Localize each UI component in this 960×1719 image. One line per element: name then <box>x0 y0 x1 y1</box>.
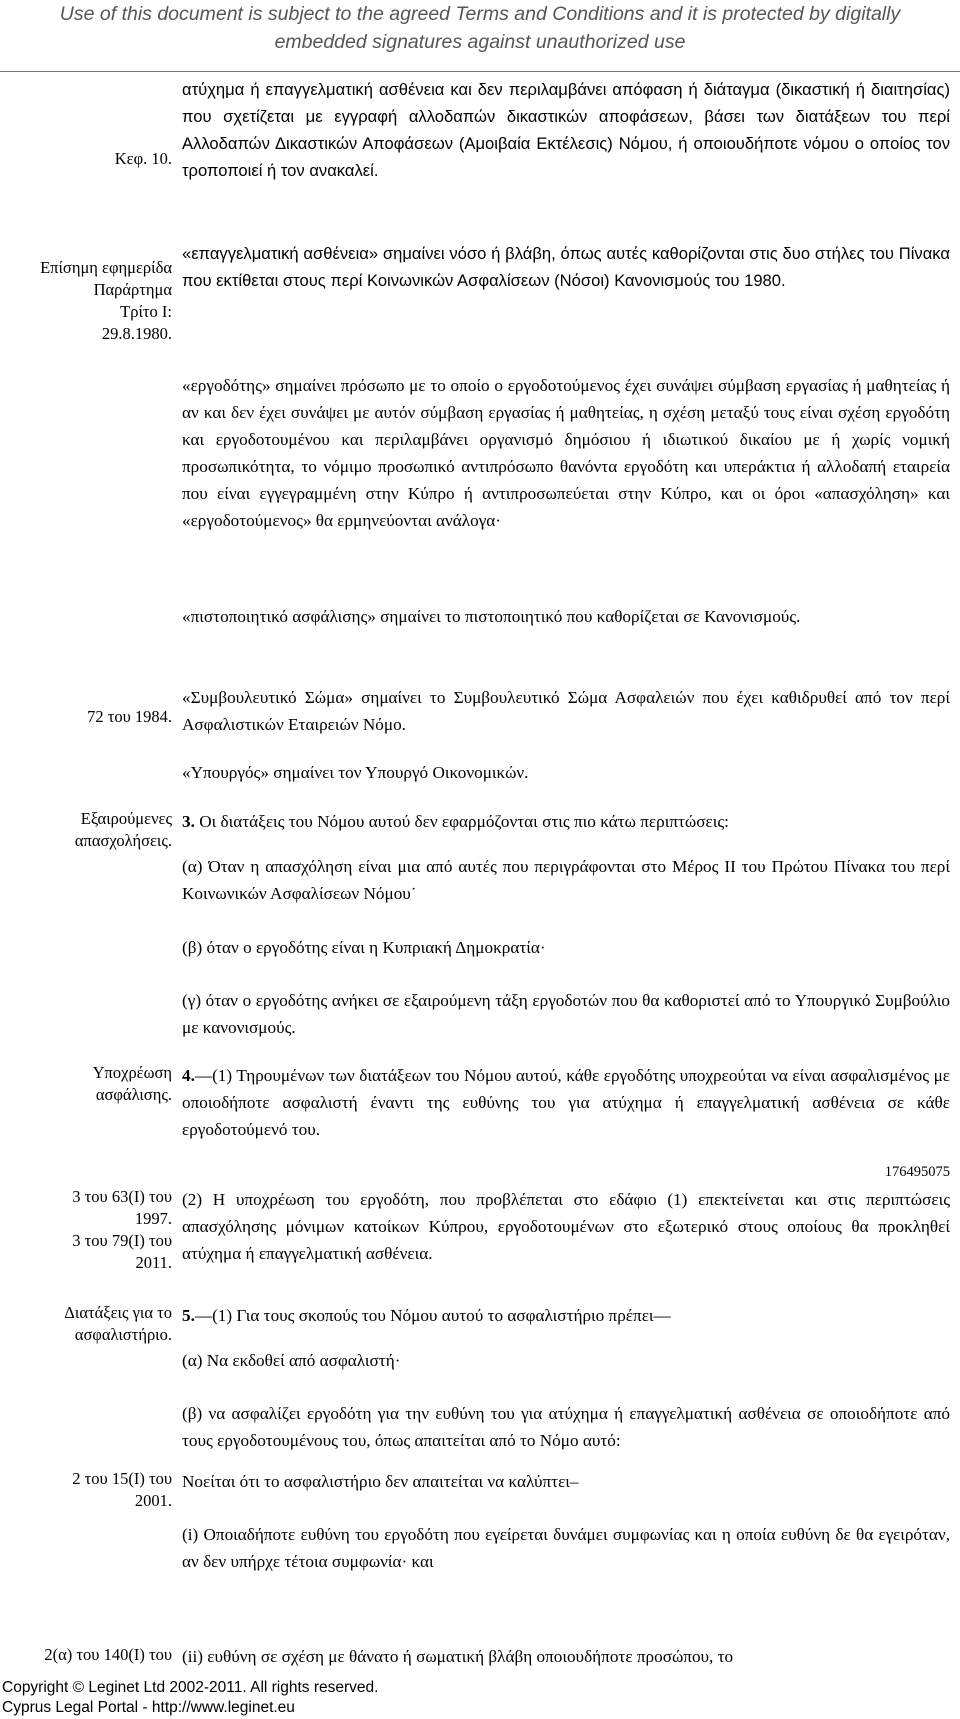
margin-note-line: Παράρτημα <box>93 280 172 299</box>
paragraph-occupational-disease: «επαγγελματική ασθένεια» σημαίνει νόσο ή βλάβη, όπως αυτές καθορίζονται στις δυο στήλες του Πίνακα που εκτίθεται στους περί Κοινωνικών Ασφαλίσεων (Νόσοι) Κανονισμούς του 1980. <box>182 244 950 290</box>
margin-note-line: 3 του 79(Ι) του <box>72 1231 172 1250</box>
footer-copyright: Copyright © Leginet Ltd 2002-2011. All rights reserved. <box>2 1679 379 1696</box>
margin-note-line: απασχολήσεις. <box>74 831 172 850</box>
margin-note-excluded-employments <box>0 808 172 852</box>
margin-note-line: Τρίτο Ι: <box>120 302 172 321</box>
margin-note-official-gazette <box>0 257 172 345</box>
margin-note-line: 2001. <box>134 1491 172 1510</box>
paragraph-employer-definition: «εργοδότης» σημαίνει πρόσωπο με το οποίο ο εργοδοτούμενος έχει συνάψει σύμβαση εργασίας ή μαθητείας ή αν και δεν έχει συνάψει με αυτόν σύμβαση εργασίας ή μαθητείας, η σχέση μεταξύ τους είναι σχέση εργοδότη και εργοδοτουμένου και περιλαμβάνει οργανισμό δημόσιου ή ιδιωτικού δικαίου με ή χωρίς νομική προσωπικότητα, το νόμιμο προσωπικό αντιπρόσωπο θανόντα εργοδότη και υπεράκτια ή αλλοδαπή εταιρεία που είναι εγγεγραμμένη στην Κύπρο ή αντιπροσωπεύεται στην Κύπρο, και οι όροι «απασχόληση» και «εργοδοτούμενος» θα ερμηνεύονται ανάλογα· <box>182 376 950 530</box>
section-number: 5. <box>182 1306 195 1325</box>
terms-header-line-2: embedded signatures against unauthorized use <box>274 31 686 53</box>
section-5-item-b: (β) να ασφαλίζει εργοδότη για την ευθύνη του για ατύχημα ή επαγγελματική ασθένεια σε οποιοδήποτε από τους εργοδοτουμένους του, όπως απαιτείται από το Νόμο αυτό: <box>182 1404 950 1450</box>
section-text: —(1) Τηρουμένων των διατάξεων του Νόμου αυτού, κάθε εργοδότης υποχρεούται να είναι ασφαλισμένος με οποιοδήποτε ασφαλιστή έναντι της ευθύνης του για ατύχημα ή επαγγελματική ασθένεια σε κάθε εργοδοτούμενό του. <box>182 1066 950 1139</box>
margin-note-insurance-obligation <box>0 1062 172 1106</box>
section-5-item-a: (α) Να εκδοθεί από ασφαλιστή· <box>182 1351 401 1370</box>
section-3-item-c: (γ) όταν ο εργοδότης ανήκει σε εξαιρούμενη τάξη εργοδοτών που θα καθοριστεί από το Υπουργικό Συμβούλιο με κανονισμούς. <box>182 991 950 1037</box>
margin-note-line: ασφάλισης. <box>95 1085 172 1104</box>
header-divider <box>0 71 960 72</box>
terms-header <box>0 0 960 56</box>
paragraph-insurance-certificate: «πιστοποιητικό ασφάλισης» σημαίνει το πιστοποιητικό που καθορίζεται σε Κανονισμούς. <box>182 607 801 626</box>
margin-note-amendment-laws <box>0 1186 172 1274</box>
terms-header-line-1: Use of this document is subject to the agreed Terms and Conditions and it is protected by digitally <box>59 3 901 25</box>
margin-note-line: 2011. <box>135 1253 172 1272</box>
section-3-heading <box>182 808 950 835</box>
margin-note-policy-provisions <box>0 1302 172 1346</box>
margin-note-law-15 <box>0 1468 172 1512</box>
paragraph-minister: «Υπουργός» σημαίνει τον Υπουργό Οικονομικών. <box>182 763 529 782</box>
footer-portal-link[interactable]: Cyprus Legal Portal - http://www.leginet.eu <box>2 1699 295 1716</box>
margin-note-line: ασφαλιστήριο. <box>74 1325 172 1344</box>
margin-note-law-72: 72 του 1984. <box>87 707 172 726</box>
margin-note-line: Εξαιρούμενες <box>80 809 172 828</box>
margin-note-line: 3 του 63(Ι) του <box>72 1187 172 1206</box>
margin-note-kef: Κεφ. 10. <box>114 149 172 168</box>
section-3-item-b: (β) όταν ο εργοδότης είναι η Κυπριακή Δημοκρατία· <box>182 938 546 957</box>
section-4-subsection-2: (2) Η υποχρέωση του εργοδότη, που προβλέπεται στο εδάφιο (1) επεκτείνεται και στις περιπτώσεις απασχόλησης μόνιμων κατοίκων Κύπρου, εργοδοτουμένων στο εξωτερικό στους οποίους θα προκληθεί ατύχημα ή επαγγελματική ασθένεια. <box>182 1190 950 1263</box>
section-4-subsection-1 <box>182 1062 950 1143</box>
page-reference-number: 176495075 <box>884 1164 950 1180</box>
margin-note-line: Επίσημη εφημερίδα <box>40 258 172 277</box>
section-number: 3. <box>182 812 195 831</box>
paragraph-accident-definition: ατύχημα ή επαγγελματική ασθένεια και δεν περιλαμβάνει απόφαση ή διάταγμα (δικαστική ή διαιτησίας) που σχετίζεται με εγγραφή αλλοδαπών δικαστικών αποφάσεων, βάσει των διατάξεων του περί Αλλοδαπών Δικαστικών Αποφάσεων (Αμοιβαία Εκτέλεσις) Νόμου, ή οποιουδήποτε νόμου ο οποίος τον τροποποιεί ή τον ανακαλεί. <box>182 80 950 180</box>
section-5-proviso: Νοείται ότι το ασφαλιστήριο δεν απαιτείται να καλύπτει– <box>182 1472 579 1491</box>
section-5-item-i: (i) Οποιαδήποτε ευθύνη του εργοδότη που εγείρεται δυνάμει συμφωνίας και η οποία ευθύνη δε θα εγειρόταν, αν δεν υπήρχε τέτοια συμφωνία· και <box>182 1525 950 1571</box>
section-text: Οι διατάξεις του Νόμου αυτού δεν εφαρμόζονται στις πιο κάτω περιπτώσεις: <box>199 812 729 831</box>
section-5-item-ii: (ii) ευθύνη σε σχέση με θάνατο ή σωματική βλάβη οποιουδήποτε προσώπου, το <box>182 1647 734 1666</box>
margin-note-line: 29.8.1980. <box>101 324 172 343</box>
paragraph-advisory-body: «Συμβουλευτικό Σώμα» σημαίνει το Συμβουλευτικό Σώμα Ασφαλειών που έχει καθιδρυθεί από τον περί Ασφαλιστικών Εταιρειών Νόμο. <box>182 688 950 734</box>
margin-note-line: Υποχρέωση <box>92 1063 172 1082</box>
section-3-item-a: (α) Όταν η απασχόληση είναι μια από αυτές που περιγράφονται στο Μέρος ΙΙ του Πρώτου Πίνακα του περί Κοινωνικών Ασφαλίσεων Νόμου˙ <box>182 857 950 903</box>
section-5-subsection-1 <box>182 1302 950 1329</box>
margin-note-line: Διατάξεις για το <box>64 1303 172 1322</box>
margin-note-line: 2 του 15(Ι) του <box>72 1469 172 1488</box>
margin-note-law-140: 2(α) του 140(Ι) του <box>44 1645 172 1664</box>
section-text: —(1) Για τους σκοπούς του Νόμου αυτού το ασφαλιστήριο πρέπει— <box>194 1306 671 1325</box>
margin-note-line: 1997. <box>134 1209 172 1228</box>
section-number: 4. <box>182 1066 195 1085</box>
